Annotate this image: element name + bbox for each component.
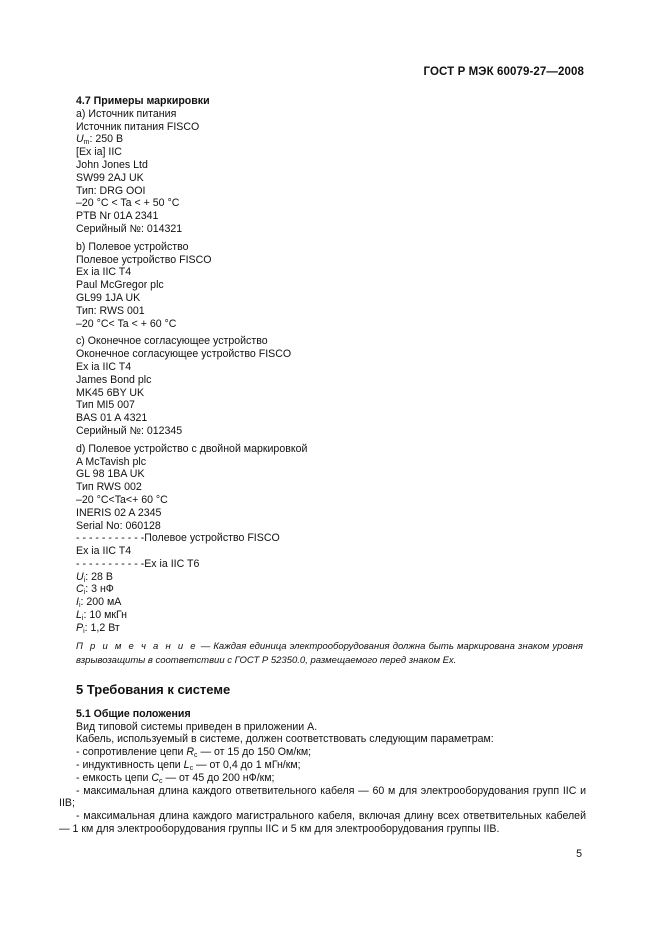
param-sub: m bbox=[83, 139, 90, 147]
param-ii bbox=[76, 596, 586, 609]
section-title: 4.7 Примеры маркировки bbox=[76, 95, 210, 107]
param-sub: c bbox=[159, 777, 163, 785]
list-text: - сопротивление цепи bbox=[76, 746, 187, 759]
text-line: Источник питания FISCO bbox=[76, 120, 200, 133]
param-var: U bbox=[76, 133, 84, 146]
text-line: –20 °C< Ta < + 60 °C bbox=[76, 317, 177, 330]
param-sub: c bbox=[189, 764, 194, 772]
text-line: - - - - - - - - - - -Полевое устройство FISCO bbox=[76, 532, 280, 545]
list-item-capacitance bbox=[76, 772, 586, 785]
param-var: L bbox=[183, 758, 190, 771]
list-text: - емкость цепи bbox=[76, 771, 152, 784]
item-c-heading: c) Оконечное согласующее устройство bbox=[76, 335, 268, 348]
text-line: Серийный №: 014321 bbox=[76, 222, 183, 235]
document-header-code: ГОСТ Р МЭК 60079-27—2008 bbox=[423, 66, 584, 78]
section-5 bbox=[59, 682, 586, 836]
text-line: Тип MI5 007 bbox=[76, 399, 135, 412]
page-number: 5 bbox=[576, 848, 582, 860]
text-line: GL99 1JA UK bbox=[76, 291, 141, 304]
item-a-heading: а) Источник питания bbox=[76, 107, 177, 120]
param-val: : 3 нФ bbox=[85, 583, 114, 596]
section-5-title: 5 Требования к системе bbox=[76, 682, 231, 697]
paragraph: Кабель, используемый в системе, должен соответствовать следующим параметрам: bbox=[76, 733, 494, 746]
text-line: GL 98 1BA UK bbox=[76, 468, 145, 481]
param-var: R bbox=[186, 746, 194, 759]
text-line: –20 °C < Ta < + 50 °C bbox=[76, 197, 180, 210]
subsection-5-1-title: 5.1 Общие положения bbox=[76, 707, 191, 720]
text-line: John Jones Ltd bbox=[76, 158, 148, 171]
param-ci bbox=[76, 583, 586, 596]
param-val: : 1,2 Вт bbox=[84, 621, 120, 634]
text-line: Ex ia IIC T4 bbox=[76, 360, 132, 373]
list-item-resistance bbox=[76, 746, 586, 759]
text-line: –20 °C<Ta<+ 60 °C bbox=[76, 493, 168, 506]
param-var: C bbox=[76, 583, 84, 596]
text-line: SW99 2AJ UK bbox=[76, 171, 144, 184]
list-text: — от 0,4 до 1 мГн/км; bbox=[193, 758, 301, 771]
list-item-trunk-cable: - максимальная длина каждого магистрального кабеля, включая длину всех ответвительных кабелей — 1 км для электрооборудования группы IIC и 5 км для электрооборудования группы IIB. bbox=[59, 810, 586, 835]
um-parameter bbox=[76, 133, 586, 146]
text-line: Paul McGregor plc bbox=[76, 279, 164, 292]
text-line: Полевое устройство FISCO bbox=[76, 253, 212, 266]
param-val: : 250 В bbox=[89, 133, 124, 146]
param-sub: i bbox=[83, 627, 85, 635]
text-line: PTB Nr 01A 2341 bbox=[76, 210, 159, 223]
text-line: BAS 01 A 4321 bbox=[76, 412, 148, 425]
text-line: Ex ia IIC T4 bbox=[76, 266, 132, 279]
section-4-7 bbox=[76, 95, 586, 669]
param-ui bbox=[76, 571, 586, 584]
note-text: — Каждая единица электрооборудования должна быть маркирована знаком уровня взрывозащиты в соответствии с ГОСТ Р 52350.0, размещаемого перед знаком Ex. bbox=[76, 640, 583, 667]
text-line: James Bond plc bbox=[76, 373, 152, 386]
list-text: — от 45 до 200 нФ/км; bbox=[162, 771, 275, 784]
text-line: Serial No: 060128 bbox=[76, 519, 161, 532]
param-sub: i bbox=[81, 615, 84, 623]
list-text: - индуктивность цепи bbox=[76, 758, 184, 771]
list-text: — от 15 до 150 Ом/км; bbox=[197, 746, 312, 759]
param-val: : 200 мА bbox=[80, 596, 122, 609]
note-paragraph bbox=[76, 640, 583, 669]
text-line: A McTavish plc bbox=[76, 455, 147, 468]
param-val: : 28 В bbox=[85, 570, 113, 583]
list-item-branch-cable: - максимальная длина каждого ответвительного кабеля — 60 м для электрооборудования групп IIC и IIB; bbox=[59, 784, 586, 810]
text-line: Серийный №: 012345 bbox=[76, 424, 183, 437]
param-var: L bbox=[76, 609, 82, 622]
param-pi bbox=[76, 622, 586, 635]
text-line: Тип: DRG OOI bbox=[76, 184, 146, 197]
text-line: Оконечное согласующее устройство FISCO bbox=[76, 348, 292, 361]
list-item-inductance bbox=[76, 759, 586, 772]
param-sub: i bbox=[78, 602, 81, 610]
param-sub: i bbox=[83, 576, 86, 584]
param-sub: c bbox=[194, 752, 198, 760]
text-line: INERIS 02 A 2345 bbox=[76, 506, 162, 519]
param-val: : 10 мкГн bbox=[83, 609, 127, 622]
text-line: Тип: RWS 001 bbox=[76, 304, 145, 317]
text-line: - - - - - - - - - - -Ex ia IIC T6 bbox=[76, 557, 200, 570]
item-d-heading: d) Полевое устройство с двойной маркировкой bbox=[76, 442, 308, 455]
paragraph: Вид типовой системы приведен в приложении А. bbox=[76, 720, 318, 733]
note-prefix: П р и м е ч а н и е bbox=[76, 640, 198, 652]
text-line: MK45 6BY UK bbox=[76, 386, 145, 399]
param-var: U bbox=[76, 570, 84, 583]
param-sub: i bbox=[83, 589, 86, 597]
text-line: Ex ia IIC T4 bbox=[76, 545, 132, 558]
text-line: [Ex ia] IIC bbox=[76, 146, 122, 159]
param-var: P bbox=[76, 621, 84, 634]
item-b-heading: b) Полевое устройство bbox=[76, 240, 189, 253]
param-var: I bbox=[76, 596, 79, 609]
param-var: C bbox=[151, 771, 159, 784]
text-line: Тип RWS 002 bbox=[76, 481, 142, 494]
param-li bbox=[76, 609, 586, 622]
